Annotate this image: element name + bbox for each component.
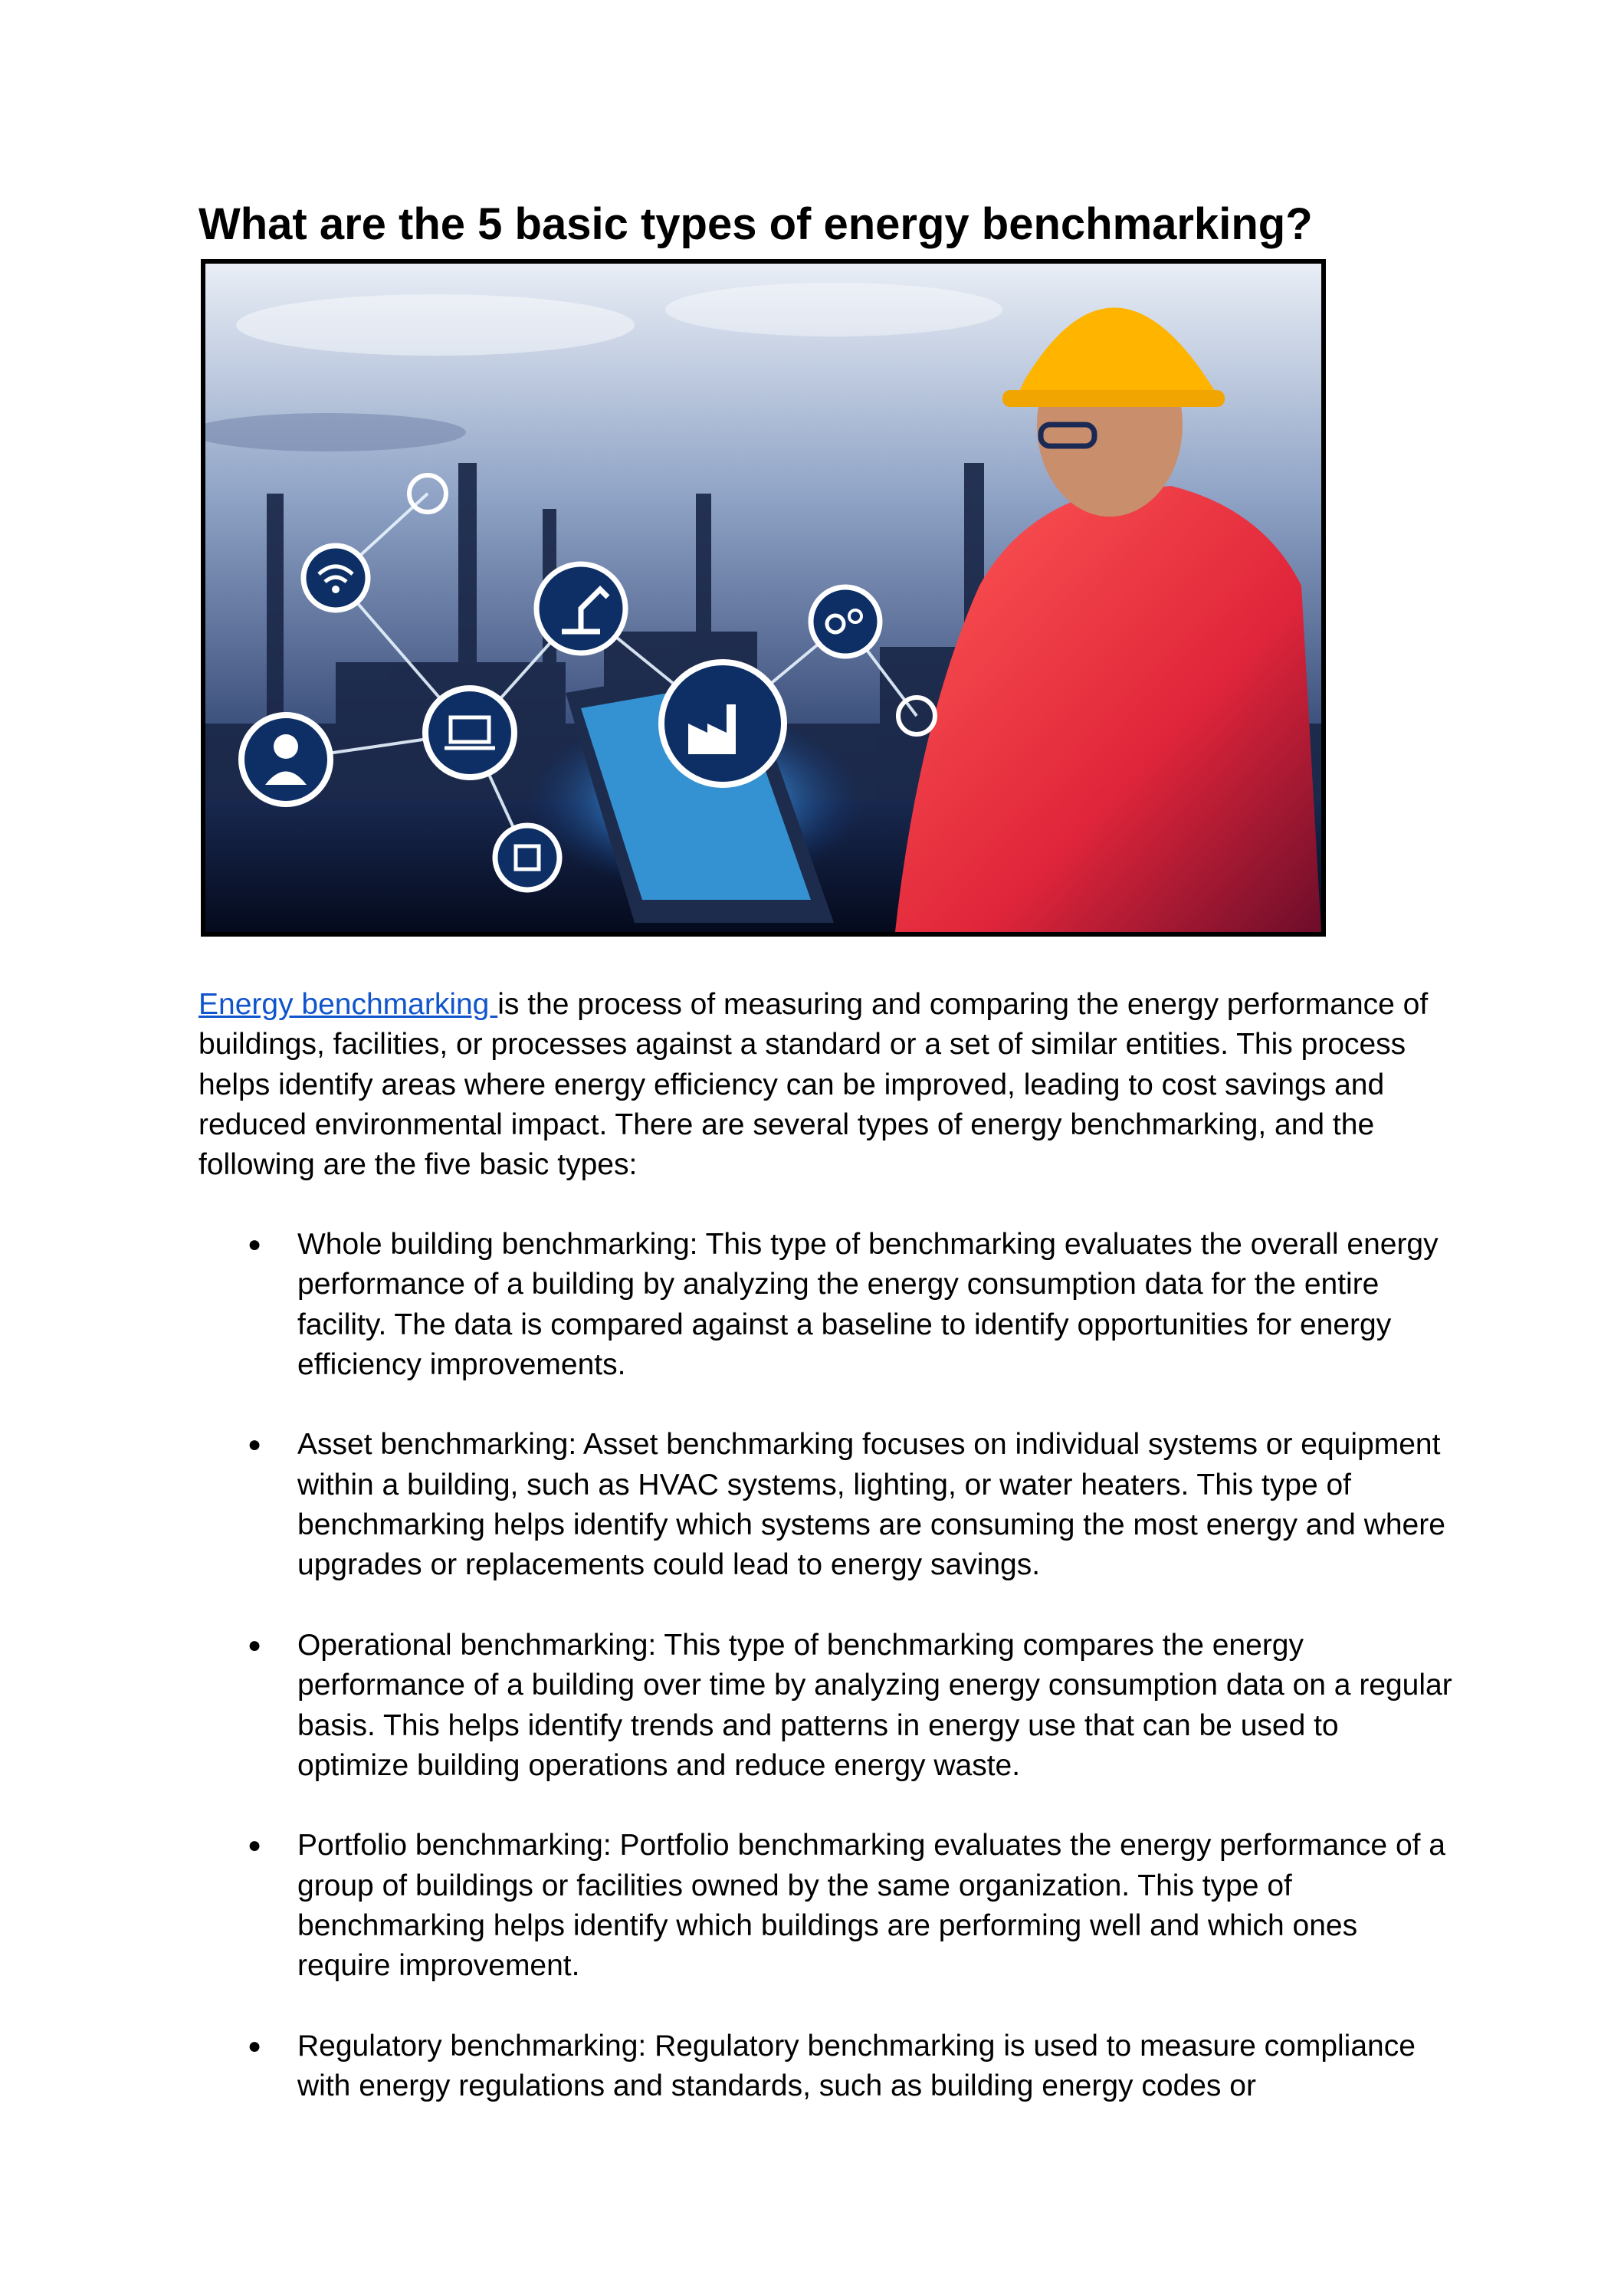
list-item <box>198 1626 1455 1786</box>
bullet-icon: ● <box>248 1432 262 1458</box>
list-item-text: Whole building benchmarking: This type of benchmarking evaluates the overall energy performance of a building by analyzing the energy consumption data for the entire facility. The data is compared against a baseline to identify opportunities for energy efficiency improvements. <box>297 1228 1439 1381</box>
factory-icon <box>661 662 784 785</box>
wifi-icon <box>303 546 368 610</box>
benchmarking-types-list <box>198 1225 1455 2147</box>
energy-benchmarking-link[interactable]: Energy benchmarking <box>198 988 498 1021</box>
intro-paragraph <box>198 985 1455 1185</box>
list-item-text: Operational benchmarking: This type of benchmarking compares the energy performance of a building over time by analyzing energy consumption data on a regular basis. This helps identify trends and patterns in energy use that can be used to optimize building operations and reduce energy waste. <box>297 1628 1452 1782</box>
list-item <box>198 1225 1455 1385</box>
hero-illustration <box>205 264 1321 932</box>
list-item <box>198 1826 1455 1986</box>
bullet-icon: ● <box>248 2033 262 2059</box>
bullet-icon: ● <box>248 1632 262 1658</box>
robot-arm-icon <box>536 564 625 653</box>
laptop-icon <box>425 688 514 777</box>
list-item <box>198 1425 1455 1585</box>
intro-text: is the process of measuring and comparing the energy performance of buildings, facilities, or processes against a standard or a set of similar entities. This process helps identify areas where energy efficiency can be improved, leading to cost savings and reduced environmental impact. There are several types of energy benchmarking, and the following are the five basic types: <box>198 988 1429 1182</box>
list-item <box>198 2027 1455 2107</box>
worker-icon <box>241 715 330 804</box>
list-item-text: Asset benchmarking: Asset benchmarking focuses on individual systems or equipment within a building, such as HVAC systems, lighting, or water heaters. This type of benchmarking helps identify which systems are consuming the most energy and where upgrades or replacements could lead to energy savings. <box>297 1428 1445 1582</box>
list-item-text: Portfolio benchmarking: Portfolio benchmarking evaluates the energy performance of a group of buildings or facilities owned by the same organization. This type of benchmarking helps identify which buildings are performing well and which ones require improvement. <box>297 1829 1445 1983</box>
chip-icon <box>495 825 559 890</box>
hero-image <box>201 259 1326 937</box>
gears-icon <box>811 587 880 656</box>
bullet-icon: ● <box>248 1833 262 1859</box>
bullet-icon: ● <box>248 1232 262 1257</box>
list-item-text: Regulatory benchmarking: Regulatory benchmarking is used to measure compliance with energy regulations and standards, such as building energy codes or <box>297 2029 1416 2103</box>
page-title: What are the 5 basic types of energy benchmarking? <box>198 199 1313 249</box>
